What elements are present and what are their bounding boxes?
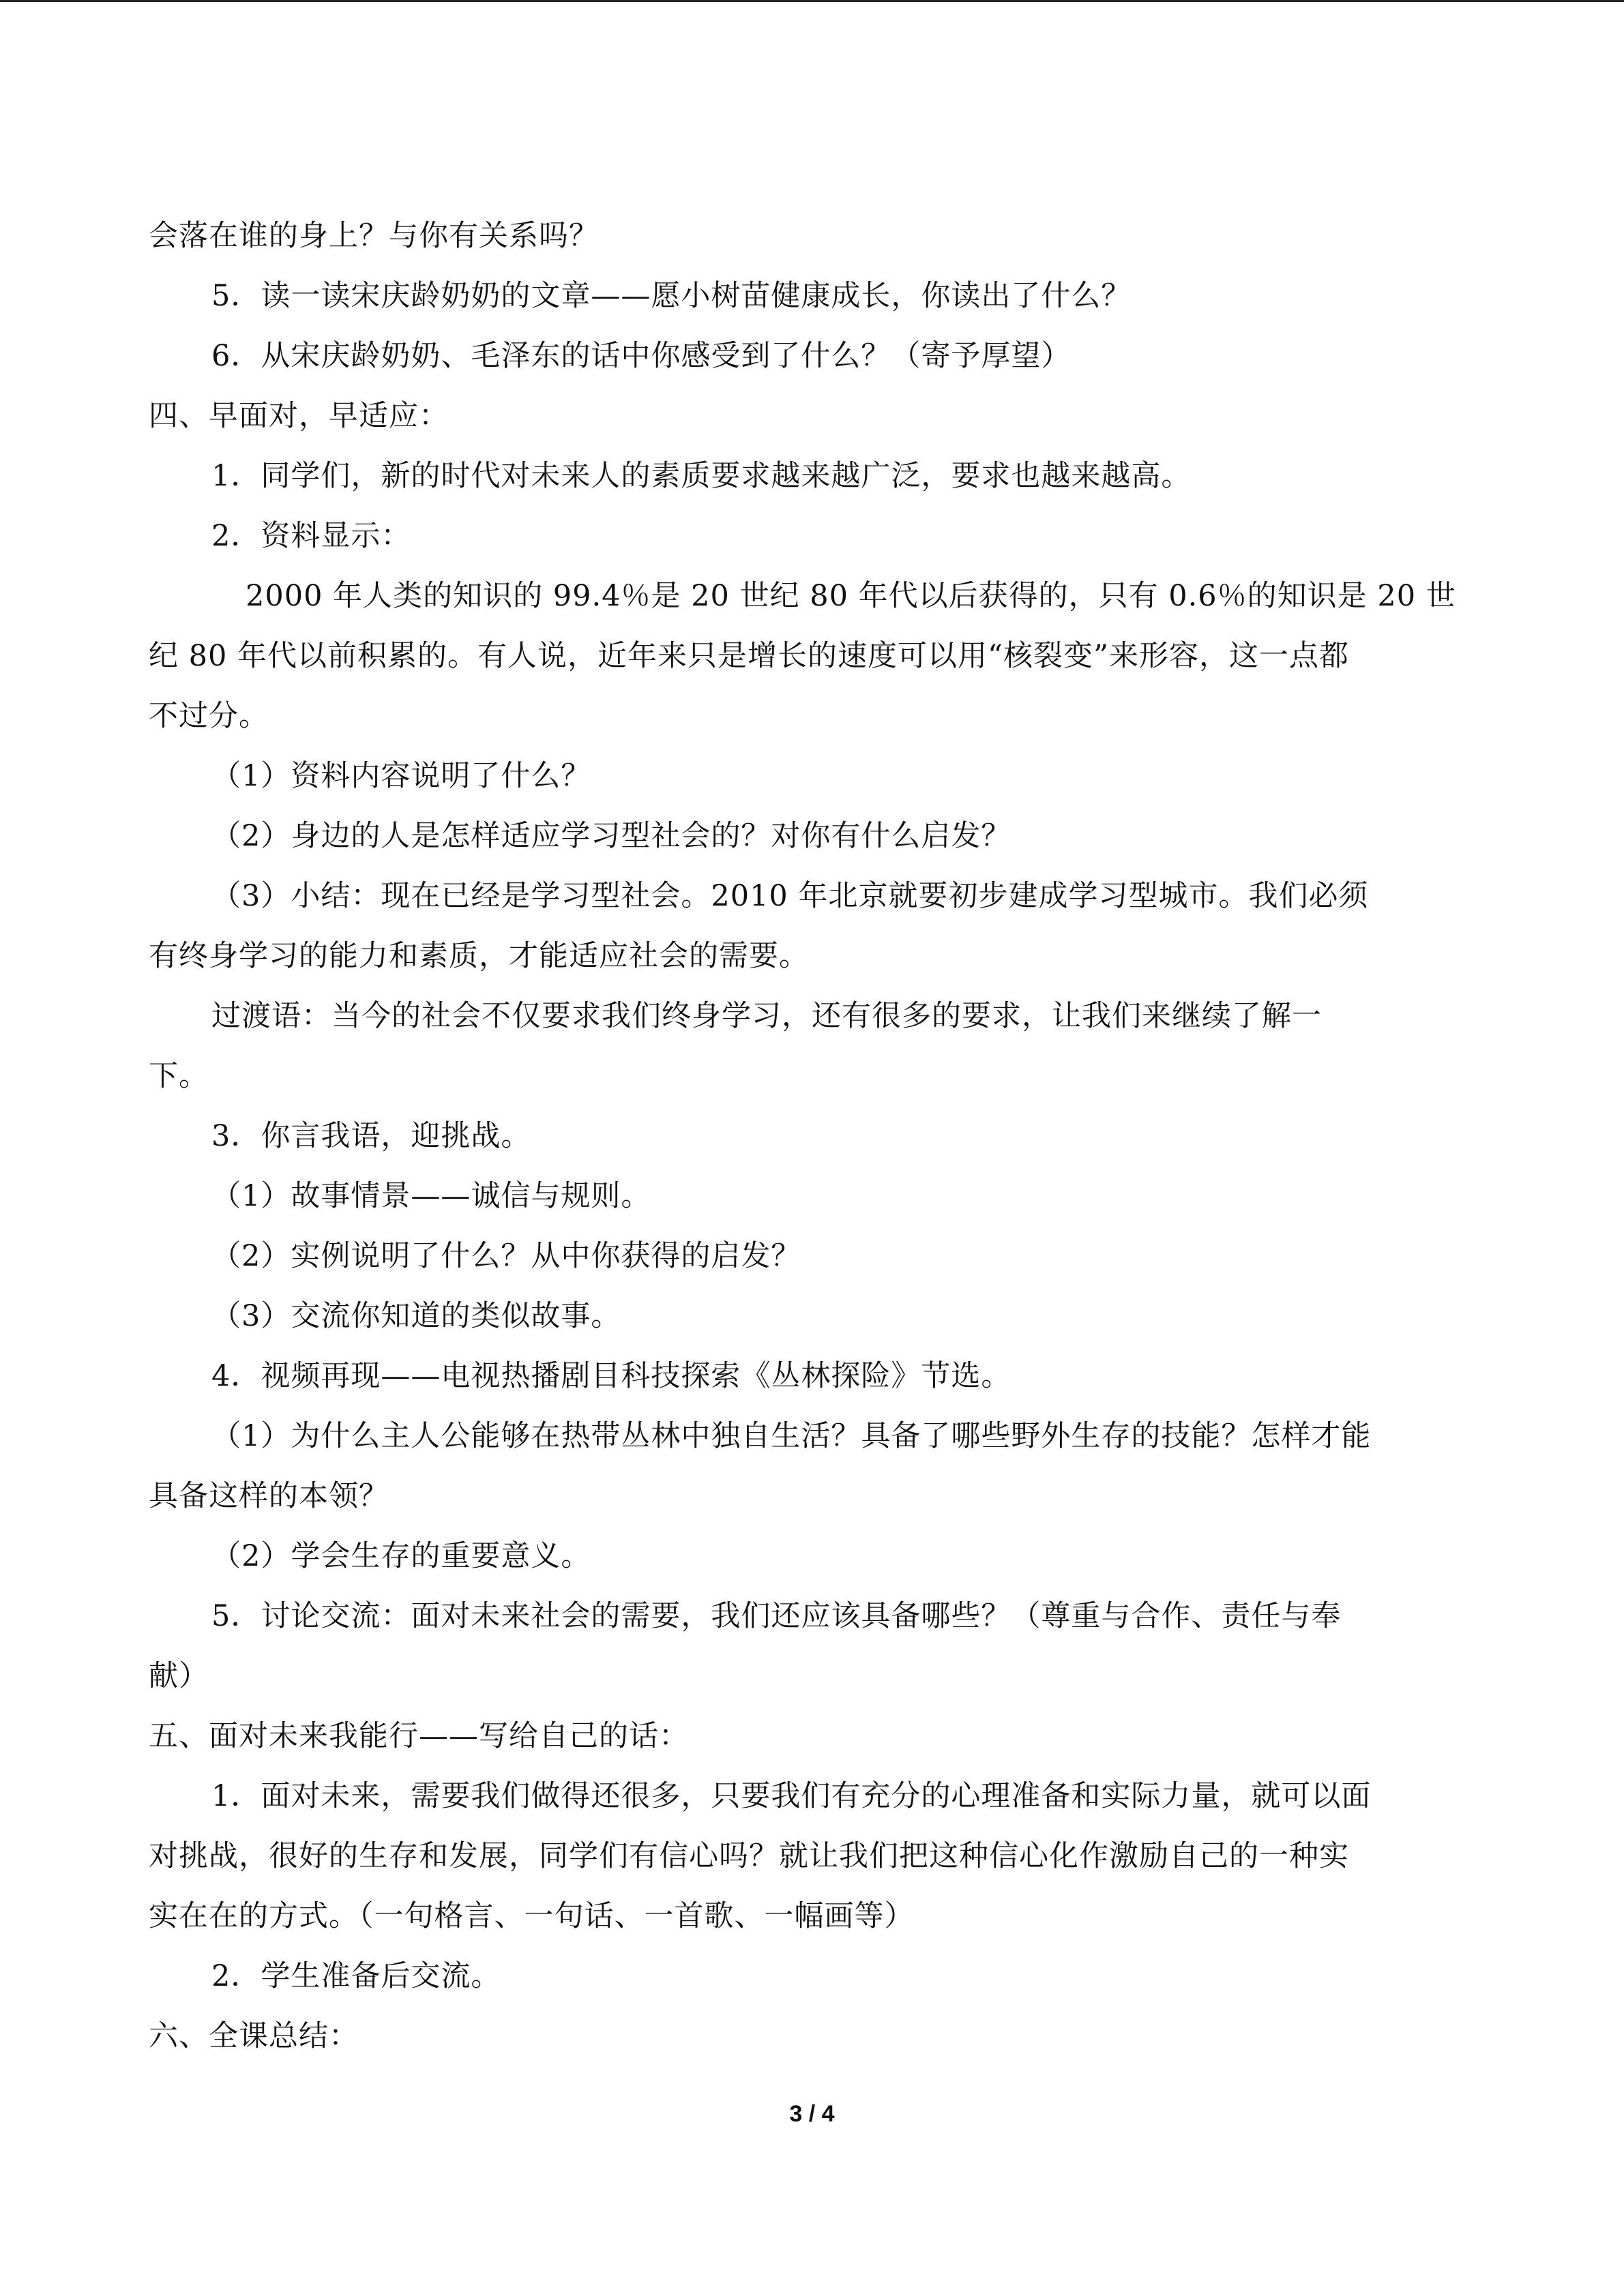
text-line: 2．学生准备后交流。	[211, 1959, 501, 1993]
section-heading: 四、早面对，早适应：	[149, 399, 449, 433]
text-line: 具备这样的本领？	[149, 1479, 389, 1513]
text-line: 2．资料显示：	[211, 519, 411, 553]
text-line: 4．视频再现——电视热播剧目科技探索《丛林探险》节选。	[211, 1359, 1012, 1393]
text-line: 过渡语：当今的社会不仅要求我们终身学习，还有很多的要求，让我们来继续了解一	[211, 999, 1322, 1033]
text-line: 纪 80 年代以前积累的。有人说，近年来只是增长的速度可以用“核裂变”来形容，这一点都	[149, 639, 1350, 673]
text-line: 献）	[149, 1659, 209, 1693]
text-line: （3）交流你知道的类似故事。	[211, 1299, 621, 1333]
text-line: 下。	[149, 1059, 209, 1093]
text-line: （1）资料内容说明了什么？	[211, 759, 591, 793]
text-line: 对挑战，很好的生存和发展，同学们有信心吗？就让我们把这种信心化作激励自己的一种实	[149, 1839, 1349, 1873]
text-line: 3．你言我语，迎挑战。	[211, 1119, 531, 1153]
text-line: 有终身学习的能力和素质，才能适应社会的需要。	[149, 939, 809, 973]
text-line: （2）学会生存的重要意义。	[211, 1539, 591, 1573]
text-line: （2）实例说明了什么？从中你获得的启发？	[211, 1239, 801, 1273]
text-line: 1．同学们，新的时代对未来人的素质要求越来越广泛，要求也越来越高。	[211, 459, 1192, 493]
text-line: 1．面对未来，需要我们做得还很多，只要我们有充分的心理准备和实际力量，就可以面	[211, 1779, 1372, 1813]
text-line: （3）小结：现在已经是学习型社会。2010 年北京就要初步建成学习型城市。我们必须	[211, 879, 1369, 913]
text-line: 2000 年人类的知识的 99.4％是 20 世纪 80 年代以后获得的，只有 0.6％的知识是 20 世	[246, 579, 1456, 613]
text-line: 不过分。	[149, 699, 269, 733]
page-number: 3 / 4	[789, 2101, 835, 2127]
text-line: （1）故事情景——诚信与规则。	[211, 1179, 651, 1213]
top-border-line	[0, 0, 1624, 2]
text-line: 6．从宋庆龄奶奶、毛泽东的话中你感受到了什么？（寄予厚望）	[211, 339, 1072, 373]
text-line: 实在在的方式。（一句格言、一句话、一首歌、一幅画等）	[149, 1899, 915, 1933]
text-line: （1）为什么主人公能够在热带丛林中独自生活？具备了哪些野外生存的技能？怎样才能	[211, 1419, 1372, 1453]
document-body	[149, 206, 1479, 2066]
section-heading: 六、全课总结：	[149, 2019, 359, 2053]
section-heading: 五、面对未来我能行——写给自己的话：	[149, 1719, 689, 1753]
text-line: 5．讨论交流：面对未来社会的需要，我们还应该具备哪些？（尊重与合作、责任与奉	[211, 1599, 1342, 1633]
text-line: 会落在谁的身上？与你有关系吗？	[149, 219, 599, 253]
text-line: 5．读一读宋庆龄奶奶的文章——愿小树苗健康成长，你读出了什么？	[211, 279, 1132, 313]
text-line: （2）身边的人是怎样适应学习型社会的？对你有什么启发？	[211, 819, 1012, 853]
